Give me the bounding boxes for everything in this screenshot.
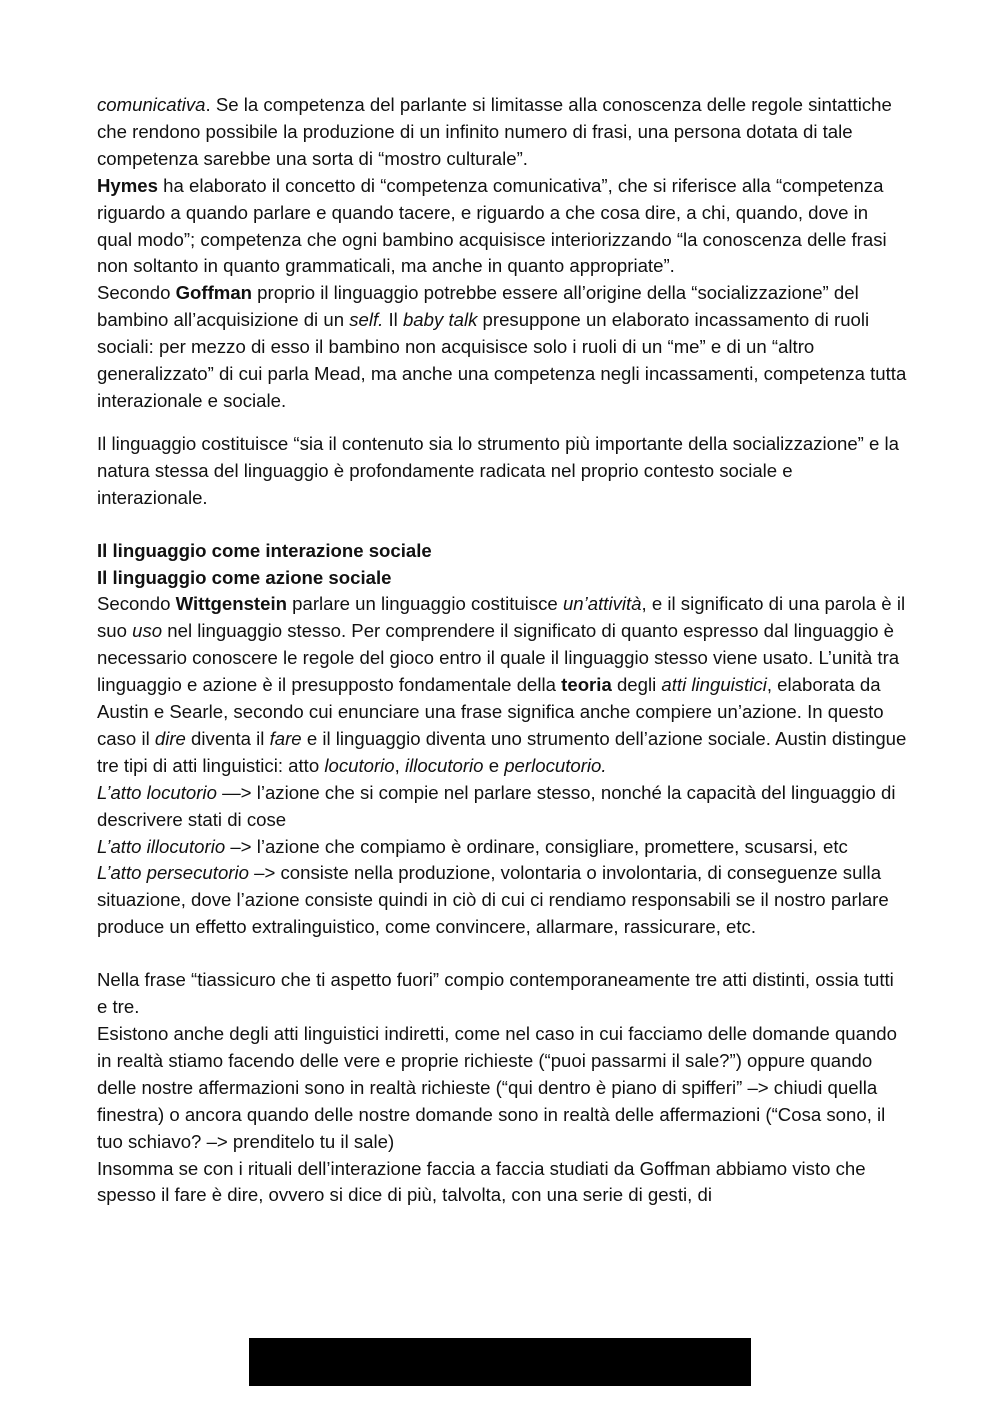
spacer [97, 941, 907, 967]
paragraph-example: Nella frase “tiassicuro che ti aspetto fuori” compio contemporaneamente tre atti distinti, ossia tutti e tre. [97, 969, 894, 1018]
definition-locutorio: L’atto locutorio —> l’azione che si compie nel parlare stesso, nonché la capacità del linguaggio di descrivere stati di cose [97, 781, 896, 830]
redaction-bar [249, 1338, 751, 1386]
paragraph-insomma: Insomma se con i rituali dell’interazione faccia a faccia studiati da Goffman abbiamo visto che spesso il fare è dire, ovvero si dice di più, talvolta, con una serie di gesti, di [97, 1157, 866, 1206]
paragraph-indiretti: Esistono anche degli atti linguistici indiretti, come nel caso in cui facciamo delle domande quando in realtà stiamo facendo delle vere e proprie richieste (“puoi passarmi il sale?”) oppure quando delle nostre affermazioni sono in realtà richieste (“qui dentro è piano di spifferi” –> chiudi quella finestra) o ancora quando delle nostre domande sono in realtà delle affermazioni (“Cosa sono, il tuo schiavo? –> prenditelo tu il sale) [97, 1023, 897, 1152]
bold-name-wittgenstein: Wittgenstein [175, 593, 287, 615]
paragraph-wittgenstein: Secondo Wittgenstein parlare un linguaggio costituisce un’attività, e il significato di una parola è il suo uso nel linguaggio stesso. Per comprendere il significato di quanto espresso dal linguaggio è necessario conoscere le regole del gioco entro il quale il linguaggio stesso viene usato. L’unità tra linguaggio e azione è il presupposto fondamentale della teoria degli atti linguistici, elaborata da Austin e Searle, secondo cui enunciare una frase significa anche compiere un’azione. In questo caso il dire diventa il fare e il linguaggio diventa uno strumento dell’azione sociale. Austin distingue tre tipi di atti linguistici: atto locutorio, illocutorio e perlocutorio. [97, 593, 907, 776]
paragraph-competenza: comunicativa. Se la competenza del parlante si limitasse alla conoscenza delle regole sintattiche che rendono possibile la produzione di un infinito numero di frasi, una persona dotata di tale competenza sarebbe una sorta di “mostro culturale”. [97, 94, 892, 169]
bold-name-hymes: Hymes [97, 174, 158, 196]
paragraph-socializzazione: Il linguaggio costituisce “sia il contenuto sia lo strumento più importante della socializzazione” e la natura stessa del linguaggio è profondamente radicata nel proprio contesto sociale e interazionale. [97, 432, 900, 508]
document-page [97, 92, 907, 1209]
section-heading-azione: Il linguaggio come azione sociale [97, 566, 392, 588]
spacer [97, 415, 907, 431]
bold-name-goffman: Goffman [175, 282, 253, 304]
paragraph-goffman: Secondo Goffman proprio il linguaggio potrebbe essere all’origine della “socializzazione” del bambino all’acquisizione di un self. Il baby talk presuppone un elaborato incassamento di ruoli sociali: per mezzo di esso il bambino non acquisisce solo i ruoli di un “me” e di un “altro generalizzato” di cui parla Mead, ma anche una competenza negli incassamenti, competenza tutta interazionale e sociale. [97, 282, 907, 411]
definition-illocutorio: L’atto illocutorio –> l’azione che compiamo è ordinare, consigliare, promettere, scusarsi, etc [97, 835, 848, 857]
definition-persecutorio: L’atto persecutorio –> consiste nella produzione, volontaria o involontaria, di conseguenze sulla situazione, dove l’azione consiste quindi in ciò di cui ci rendiamo responsabili se il nostro parlare produce un effetto extralinguistico, come convincere, allarmare, rassicurare, etc. [97, 862, 889, 938]
spacer [97, 512, 907, 538]
paragraph-hymes: Hymes ha elaborato il concetto di “competenza comunicativa”, che si riferisce alla “competenza riguardo a quando parlare e quando tacere, e riguardo a che cosa dire, a chi, quando, dove in qual modo”; competenza che ogni bambino acquisisce interiorizzando “la conoscenza delle frasi non soltanto in quanto grammaticali, ma anche in quanto appropriate”. [97, 174, 887, 277]
italic-term: comunicativa [97, 94, 206, 115]
section-heading-interazione: Il linguaggio come interazione sociale [97, 539, 432, 561]
